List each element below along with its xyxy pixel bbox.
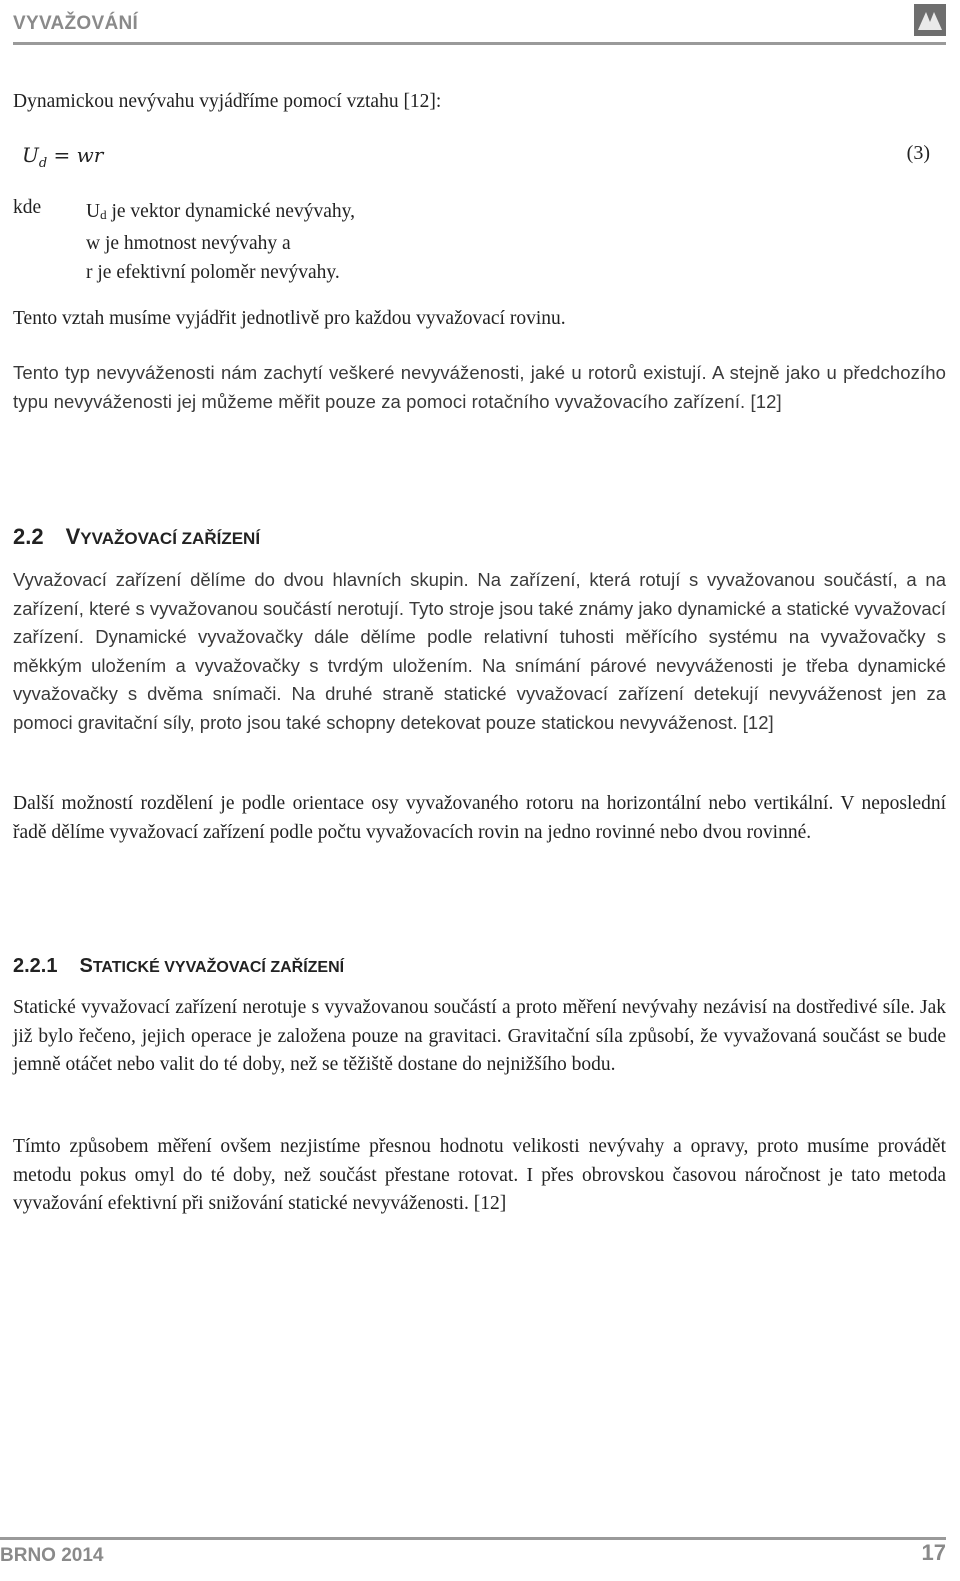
equation [22,143,103,171]
section-title: VYVAŽOVACÍ ZAŘÍZENÍ [65,524,261,549]
section-heading-2-2-1 [13,955,344,978]
running-header: VYVAŽOVÁNÍ [13,13,139,34]
paragraph: Tento typ nevyváženosti nám zachytí veškeré nevyváženosti, jaké u rotorů existují. A stejně jako u předchozího typu nevyváženosti jej můžeme měřit pouze za pomoci rotačního vyvažovacího zařízení. [12] [13,362,946,412]
intro-paragraph: Dynamickou nevývahu vyjádříme pomocí vztahu [12]: [13,91,442,112]
where-item: $U_d$ je vektor dynamické nevývahy, [86,201,355,222]
equation-number: (3) [906,142,930,164]
section-heading-2-2 [13,524,260,550]
where-label: kde [13,197,42,218]
equation-rhs: = wr [47,143,104,167]
section-number: 2.2 [13,524,44,549]
paragraph: Statické vyvažovací zařízení nerotuje s vyvažovanou součástí a proto měření nevývahy nezávisí na dostředivé síle. Jak již bylo řečeno, jejich operace je založena pouze na gravitaci. Gravitační síla způsobí, že vyvažovaná součást se bude jemně otáčet nebo valit do té doby, než se těžiště dostane do nejnižšího bodu. [13,997,946,1075]
where-item: w je hmotnost nevývahy a [86,233,291,254]
section-title: STATICKÉ VYVAŽOVACÍ ZAŘÍZENÍ [79,955,345,977]
equation-subscript: d [38,156,48,171]
header-rule [13,42,946,45]
footer-location: BRNO 2014 [0,1545,104,1566]
vut-logo-icon [914,4,946,36]
paragraph: Tento vztah musíme vyjádřit jednotlivě pro každou vyvažovací rovinu. [13,308,566,329]
section-number: 2.2.1 [13,955,58,977]
footer-rule [0,1537,946,1540]
paragraph: Vyvažovací zařízení dělíme do dvou hlavních skupin. Na zařízení, která rotují s vyvažovanou součástí, a na zařízení, které s vyvažovanou součástí nerotují. Tyto stroje jsou také známy jako dynamické a statické vyvažovací zařízení. Dynamické vyvažovačky dále dělíme podle relativní tuhosti měřícího systému na vyvažovačky s měkkým uložením a vyvažovačky s tvrdým uložením. Na snímání párové nevyváženosti je třeba dynamické vyvažovačky s dvěma snímači. Na druhé straně statické vyvažovací zařízení detekují nevyváženost jen za pomoci gravitační síly, proto jsou také schopny detekovat pouze statickou nevyváženost. [12] [13,569,946,733]
paragraph: Tímto způsobem měření ovšem nezjistíme přesnou hodnotu velikosti nevývahy a opravy, proto musíme provádět metodu pokus omyl do té doby, než součást přestane rotovat. I přes obrovskou časovou náročnost je tato metoda vyvažování efektivní při snižování statické nevyváženosti. [12] [13,1136,946,1214]
equation-lhs: U [22,143,39,167]
where-item: r je efektivní poloměr nevývahy. [86,262,340,283]
paragraph: Další možností rozdělení je podle orientace osy vyvažovaného rotoru na horizontální nebo vertikální. V neposlední řadě dělíme vyvažovací zařízení podle počtu vyvažovacích rovin na jedno rovinné nebo dvou rovinné. [13,793,946,843]
where-list [86,197,355,287]
page-number: 17 [921,1540,946,1565]
